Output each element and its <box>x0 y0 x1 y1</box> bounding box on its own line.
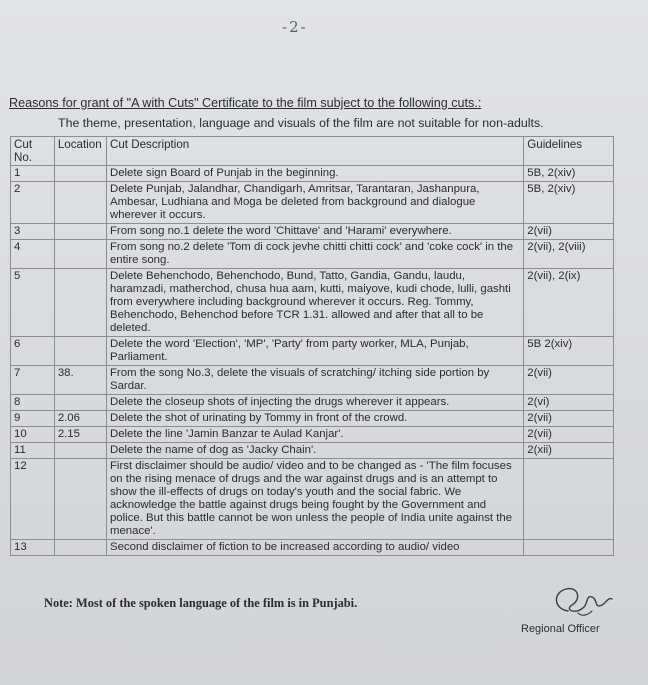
cell-cut-no: 6 <box>11 337 55 366</box>
cell-cut-no: 1 <box>11 166 55 182</box>
cell-cut-description: Delete the word 'Election', 'MP', 'Party' from party worker, MLA, Punjab, Parliament. <box>106 337 523 366</box>
cell-cut-description: Delete Behenchodo, Behenchodo, Bund, Tatto, Gandia, Gandu, laudu, haramzadi, matherchod, chusa hua aam, kutti, maiyove, kudi chode, lulli, gashti from everywhere including background wherever it occurs. Reg. Tommy, Behenchodo, Behenchod before TCR 1.31. allowed and after that all to be deleted. <box>106 269 523 337</box>
table-row <box>11 427 614 443</box>
cell-guidelines: 2(vii) <box>524 427 614 443</box>
cell-guidelines <box>524 540 614 556</box>
cell-guidelines: 2(vii) <box>524 224 614 240</box>
cell-cut-description: Delete Punjab, Jalandhar, Chandigarh, Amritsar, Tarantaran, Jashanpura, Ambesar, Ludhiana and Moga be deleted from background and dialogue wherever it occurs. <box>106 182 523 224</box>
cell-cut-description: Delete the closeup shots of injecting the drugs wherever it appears. <box>106 395 523 411</box>
cell-cut-no: 8 <box>11 395 55 411</box>
header-location: Location <box>54 137 106 166</box>
cell-location <box>54 395 106 411</box>
cell-cut-no: 7 <box>11 366 55 395</box>
cuts-table <box>10 136 614 556</box>
cell-cut-description: Second disclaimer of fiction to be increased according to audio/ video <box>106 540 523 556</box>
cell-cut-description: Delete sign Board of Punjab in the beginning. <box>106 166 523 182</box>
cell-cut-no: 4 <box>11 240 55 269</box>
signature <box>548 581 618 623</box>
header-cut-description: Cut Description <box>106 137 523 166</box>
cell-location <box>54 182 106 224</box>
cell-location <box>54 269 106 337</box>
cell-cut-description: From song no.2 delete 'Tom di cock jevhe chitti chitti cock' and 'coke cock' in the entire song. <box>106 240 523 269</box>
cell-cut-description: From the song No.3, delete the visuals of scratching/ itching side portion by Sardar. <box>106 366 523 395</box>
cell-cut-no: 13 <box>11 540 55 556</box>
header-guidelines: Guidelines <box>524 137 614 166</box>
cell-location <box>54 540 106 556</box>
table-row <box>11 240 614 269</box>
table-row <box>11 337 614 366</box>
cuts-table-body <box>11 166 614 556</box>
table-row <box>11 182 614 224</box>
cell-location <box>54 224 106 240</box>
table-row <box>11 443 614 459</box>
table-row <box>11 166 614 182</box>
table-row <box>11 540 614 556</box>
cell-cut-no: 12 <box>11 459 55 540</box>
table-row <box>11 411 614 427</box>
cell-location <box>54 240 106 269</box>
cell-location <box>54 166 106 182</box>
cell-location <box>54 443 106 459</box>
cell-cut-description: From song no.1 delete the word 'Chittave' and 'Harami' everywhere. <box>106 224 523 240</box>
reasons-heading: Reasons for grant of "A with Cuts" Certificate to the film subject to the following cuts.: <box>9 96 482 110</box>
cell-location: 38. <box>54 366 106 395</box>
cell-guidelines: 2(vii), 2(viii) <box>524 240 614 269</box>
cell-cut-description: Delete the name of dog as 'Jacky Chain'. <box>106 443 523 459</box>
theme-note: The theme, presentation, language and visuals of the film are not suitable for non-adults. <box>58 116 544 130</box>
cell-guidelines: 2(vii) <box>524 366 614 395</box>
table-row <box>11 224 614 240</box>
cell-cut-no: 9 <box>11 411 55 427</box>
cell-cut-no: 3 <box>11 224 55 240</box>
table-row <box>11 269 614 337</box>
cell-location: 2.06 <box>54 411 106 427</box>
cell-location <box>54 459 106 540</box>
cuts-table-header <box>11 137 614 166</box>
cell-cut-no: 2 <box>11 182 55 224</box>
cell-guidelines: 2(vii), 2(ix) <box>524 269 614 337</box>
cell-guidelines: 2(vi) <box>524 395 614 411</box>
header-cut-no: Cut No. <box>11 137 55 166</box>
cell-cut-no: 10 <box>11 427 55 443</box>
table-row <box>11 366 614 395</box>
page-number: -2- <box>282 18 308 36</box>
cell-guidelines: 5B, 2(xiv) <box>524 182 614 224</box>
table-row <box>11 395 614 411</box>
cell-guidelines: 2(vii) <box>524 411 614 427</box>
officer-title: Regional Officer <box>521 623 600 635</box>
cell-location: 2.15 <box>54 427 106 443</box>
cell-guidelines: 5B, 2(xiv) <box>524 166 614 182</box>
cell-cut-description: Delete the line 'Jamin Banzar te Aulad Kanjar'. <box>106 427 523 443</box>
cell-cut-description: Delete the shot of urinating by Tommy in front of the crowd. <box>106 411 523 427</box>
cell-guidelines: 2(xii) <box>524 443 614 459</box>
cell-guidelines <box>524 459 614 540</box>
language-note: Note: Most of the spoken language of the film is in Punjabi. <box>44 596 358 610</box>
cell-cut-no: 11 <box>11 443 55 459</box>
cell-cut-description: First disclaimer should be audio/ video and to be changed as - 'The film focuses on the rising menace of drugs and the war against drugs and is an attempt to show the ill-effects of drugs on today's youth and the social fabric. We acknowledge the battle against drugs being fought by the Government and police. But this battle cannot be won unless the people of India unite against the menace'. <box>106 459 523 540</box>
cell-location <box>54 337 106 366</box>
cell-guidelines: 5B 2(xiv) <box>524 337 614 366</box>
cell-cut-no: 5 <box>11 269 55 337</box>
table-row <box>11 459 614 540</box>
